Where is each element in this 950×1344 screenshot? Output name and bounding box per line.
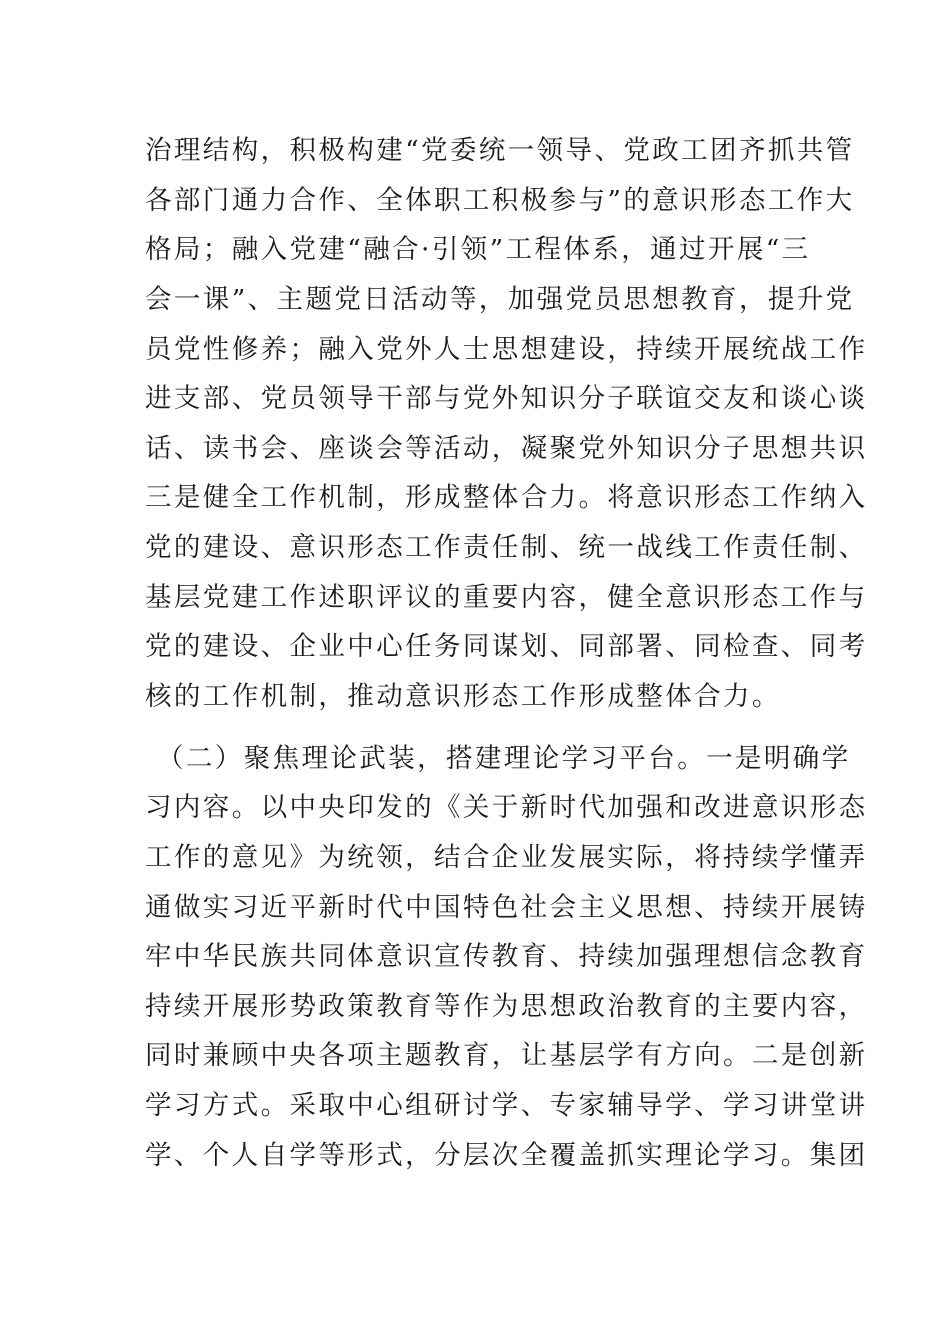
text-line: 通做实习近平新时代中国特色社会主义思想、持续开展铸 <box>145 892 868 923</box>
text-line: 习内容。以中央印发的《关于新时代加强和改进意识形态 <box>145 792 868 823</box>
text-line: 三是健全工作机制，形成整体合力。将意识形态工作纳入 <box>145 482 868 513</box>
text-line: 各部门通力合作、全体职工积极参与”的意识形态工作大 <box>145 185 855 216</box>
text-line: 进支部、党员领导干部与党外知识分子联谊交友和谈心谈 <box>145 383 868 414</box>
text-line: 同时兼顾中央各项主题教育，让基层学有方向。二是创新 <box>145 1040 868 1071</box>
text-line: 党的建设、企业中心任务同谋划、同部署、同检查、同考 <box>145 631 868 662</box>
text-line: 学习方式。采取中心组研讨学、专家辅导学、学习讲堂讲 <box>145 1090 868 1121</box>
text-line: 持续开展形势政策教育等作为思想政治教育的主要内容， <box>145 991 868 1022</box>
section-heading-line: （二）聚焦理论武装，搭建理论学习平台。一是明确学 <box>157 743 851 774</box>
text-line: 员党性修养；融入党外人士思想建设，持续开展统战工作 <box>145 334 868 365</box>
text-line: 核的工作机制，推动意识形态工作形成整体合力。 <box>145 681 781 712</box>
text-line: 工作的意见》为统领，结合企业发展实际，将持续学懂弄 <box>145 842 868 873</box>
text-line: 基层党建工作述职评议的重要内容，健全意识形态工作与 <box>145 582 868 613</box>
text-line: 学、个人自学等形式，分层次全覆盖抓实理论学习。集团 <box>145 1140 868 1171</box>
text-line: 格局；融入党建“融合·引领”工程体系，通过开展“三 <box>145 234 811 265</box>
text-line: 会一课”、主题党日活动等，加强党员思想教育，提升党 <box>145 284 855 315</box>
text-line: 治理结构，积极构建“党委统一领导、党政工团齐抓共管 <box>145 135 855 166</box>
text-line: 话、读书会、座谈会等活动，凝聚党外知识分子思想共识 <box>145 433 868 464</box>
text-line: 牢中华民族共同体意识宣传教育、持续加强理想信念教育 <box>145 941 868 972</box>
text-line: 党的建设、意识形态工作责任制、统一战线工作责任制、 <box>145 532 868 563</box>
